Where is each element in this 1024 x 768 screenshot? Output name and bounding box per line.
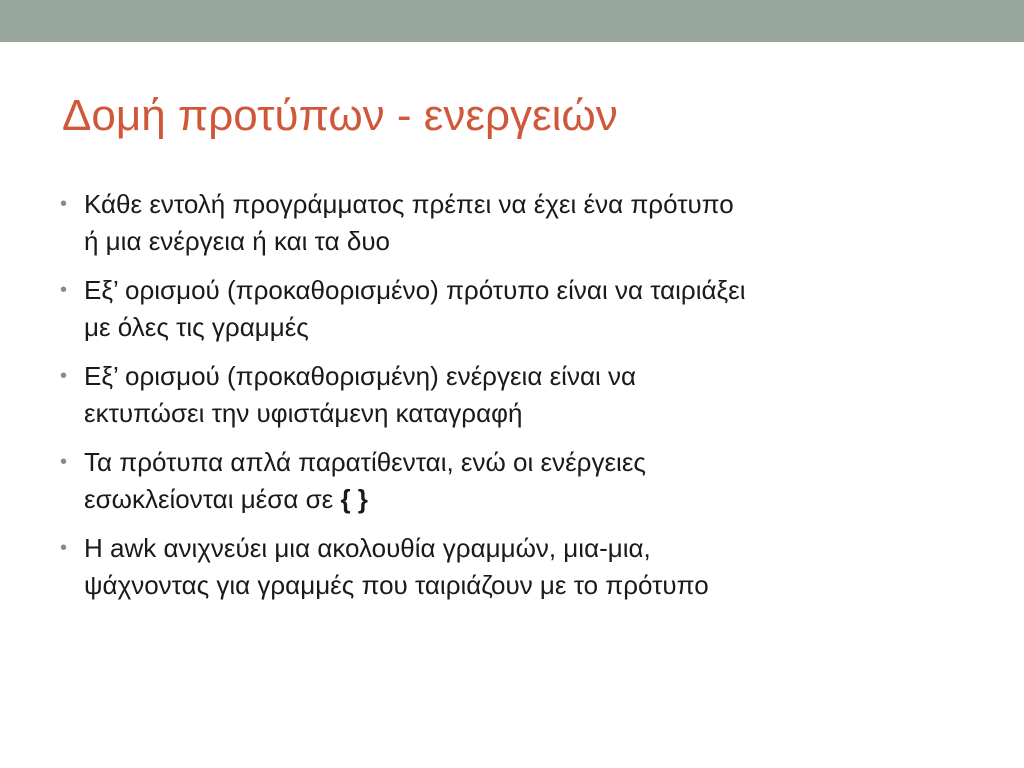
bullet-icon: • [60, 279, 68, 301]
bullet-item-1 [60, 186, 960, 260]
bullet-text-line: Εξ’ ορισμού (προκαθορισμένη) ενέργεια είναι να [84, 361, 637, 391]
bullet-text-line: με όλες τις γραμμές [84, 312, 309, 342]
bullet-icon: • [60, 537, 68, 559]
bullet-text-line: Η awk ανιχνεύει μια ακολουθία γραμμών, μια-μια, [84, 533, 651, 563]
bullet-text-line: ψάχνοντας για γραμμές που ταιριάζουν με το πρότυπο [84, 570, 709, 600]
header-band [0, 0, 1024, 42]
bullet-text-line: Κάθε εντολή προγράμματος πρέπει να έχει ένα πρότυπο [84, 189, 734, 219]
bullet-text-line: Τα πρότυπα απλά παρατίθενται, ενώ οι ενέργειες [84, 447, 646, 477]
bullet-icon: • [60, 451, 68, 473]
bullet-icon: • [60, 193, 68, 215]
bullet-text-line [84, 481, 960, 518]
braces-text: { } [340, 484, 368, 514]
bullet-icon: • [60, 365, 68, 387]
bullet-item-3 [60, 358, 960, 432]
bullet-text-line: εκτυπώσει την υφιστάμενη καταγραφή [84, 398, 523, 428]
bullet-text-line: Εξ’ ορισμού (προκαθορισμένο) πρότυπο είναι να ταιριάξει [84, 275, 746, 305]
bullet-item-2 [60, 272, 960, 346]
bullet-text-line: ή μια ενέργεια ή και τα δυο [84, 226, 390, 256]
bullet-text-fragment: εσωκλείονται μέσα σε [84, 484, 341, 514]
bullet-list [60, 186, 960, 616]
bullet-item-5 [60, 530, 960, 604]
slide-title: Δομή προτύπων - ενεργειών [62, 91, 618, 140]
bullet-item-4 [60, 444, 960, 518]
